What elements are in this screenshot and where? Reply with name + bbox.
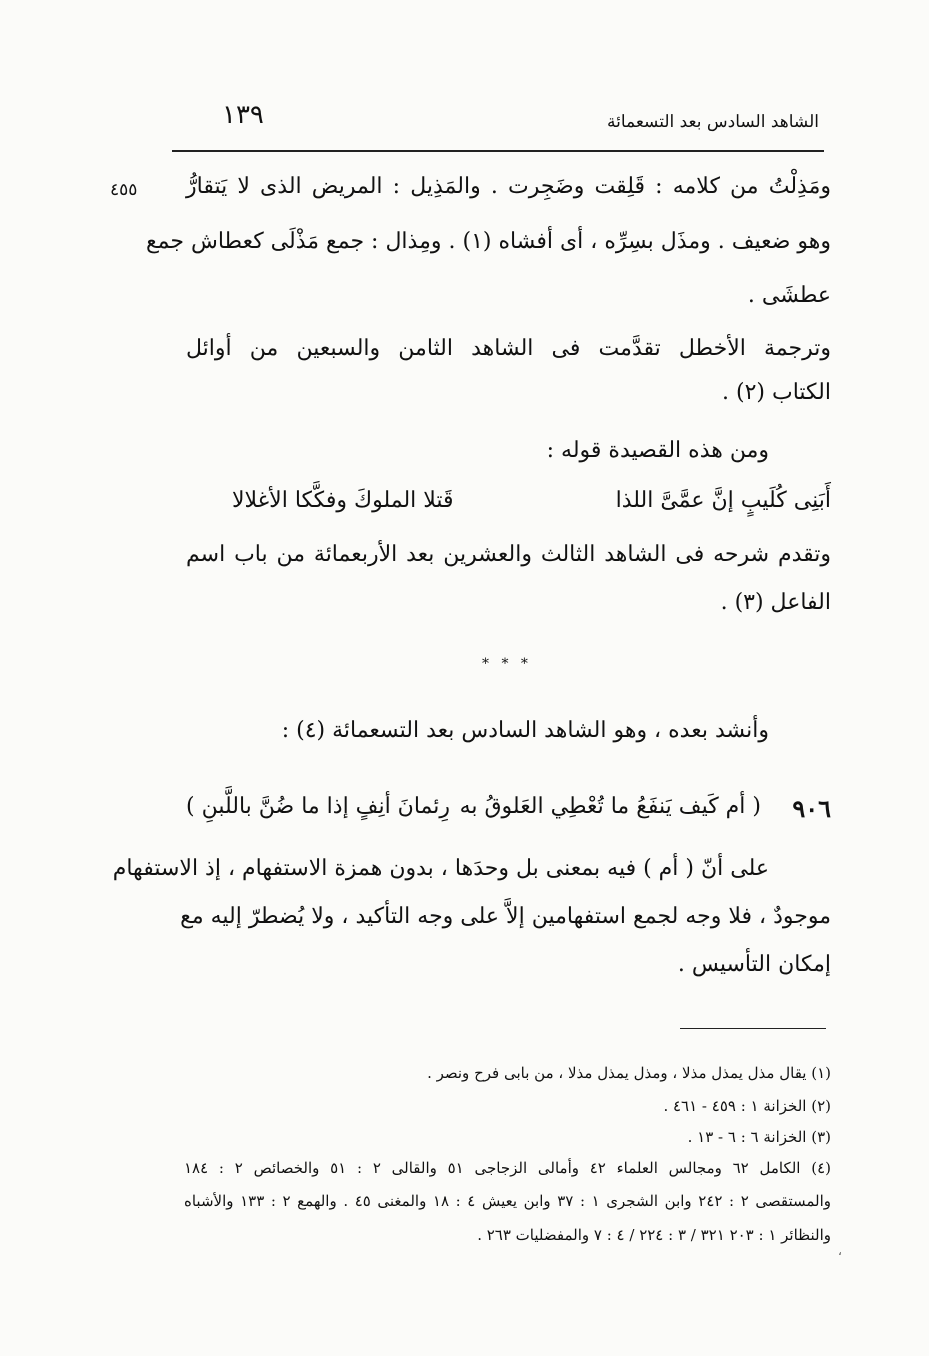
body-line: الفاعل (٣) . bbox=[720, 590, 831, 615]
footnote-line: (٤) الكامل ٦٢ ومجالس العلماء ٤٢ وأمالى الزجاجى ٥١ والقالى ٢ : ٥١ والخصائص ٢ : ١٨٤ bbox=[184, 1159, 832, 1177]
margin-line-number: ٤٥٥ bbox=[110, 180, 138, 200]
page-number: ١٣٩ bbox=[222, 100, 264, 130]
footnote-line: (٣) الخزانة ٦ : ٦ - ١٣ . bbox=[687, 1128, 831, 1146]
body-line: موجودٌ ، فلا وجه لجمع استفهامين إلاَّ على وجه التأكيد ، ولا يُضطرّ إليه مع bbox=[180, 904, 831, 929]
body-line: ومَذِلْتُ من كلامه : قَلِقت وضَجِرت . والمَذِيل : المريض الذى لا يَتقارُّ bbox=[186, 174, 831, 199]
verse-hemistich-first: أَبَنِى كُلَيبٍ إنَّ عمَّىَّ اللذا bbox=[615, 488, 831, 513]
footnote-line: (٢) الخزانة ١ : ٤٥٩ - ٤٦١ . bbox=[663, 1097, 831, 1115]
header-divider bbox=[172, 150, 824, 152]
verse-hemistich-first: ( أم كَيف يَنفَعُ ما تُعْطِي العَلوقُ به bbox=[459, 794, 761, 819]
footnote-line: والمستقصى ٢ : ٢٤٢ وابن الشجرى ١ : ٣٧ وابن يعيش ٤ : ١٨ والمغنى ٤٥ . والهمع ٢ : ١٣٣ والأشباه bbox=[184, 1192, 832, 1210]
body-line: على أنّ ( أم ) فيه بمعنى بل وحدَها ، بدون همزة الاستفهام ، إذ الاستفهام bbox=[112, 856, 769, 881]
section-separator: * * * bbox=[482, 656, 532, 672]
footnote-line: والنظائر ١ : ٢٠٣ ٣٢١ / ٣ : ٢٢٤ / ٤ : ٧ والمفضليات ٢٦٣ . bbox=[477, 1226, 831, 1244]
verse-hemistich-second: رِئمانَ أنِفٍ إذا ما ضُنَّ باللَّبنِ ) bbox=[186, 794, 451, 819]
body-line: وترجمة الأخطل تقدَّمت فى الشاهد الثامن والسبعين من أوائل bbox=[186, 336, 831, 361]
body-line: عطشَى . bbox=[747, 283, 831, 308]
body-line: وهو ضعيف . ومذَل بسِرِّه ، أى أفشاه (١) . ومِذال : جمع مَذْلَى كعطاش جمع bbox=[145, 229, 831, 254]
verse-hemistich-second: قَتلا الملوكَ وفكَّكا الأغلالا bbox=[232, 488, 454, 513]
running-header-title: الشاهد السادس بعد التسعمائة bbox=[606, 112, 819, 132]
body-line: إمكان التأسيس . bbox=[677, 952, 831, 977]
stray-mark: ، bbox=[838, 1244, 842, 1258]
body-line: وتقدم شرحه فى الشاهد الثالث والعشرين بعد الأربعمائة من باب اسم bbox=[186, 542, 831, 567]
body-line: وأنشد بعده ، وهو الشاهد السادس بعد التسعمائة (٤) : bbox=[281, 718, 769, 743]
footnote-divider bbox=[680, 1028, 826, 1029]
body-line: ومن هذه القصيدة قوله : bbox=[546, 438, 769, 463]
body-line: الكتاب (٢) . bbox=[722, 380, 831, 405]
verse-number: ٩٠٦ bbox=[792, 794, 831, 823]
footnote-line: (١) يقال مذل يمذل مذلا ، ومذل يمذل مذلا ، من بابى فرح ونصر . bbox=[427, 1064, 831, 1082]
